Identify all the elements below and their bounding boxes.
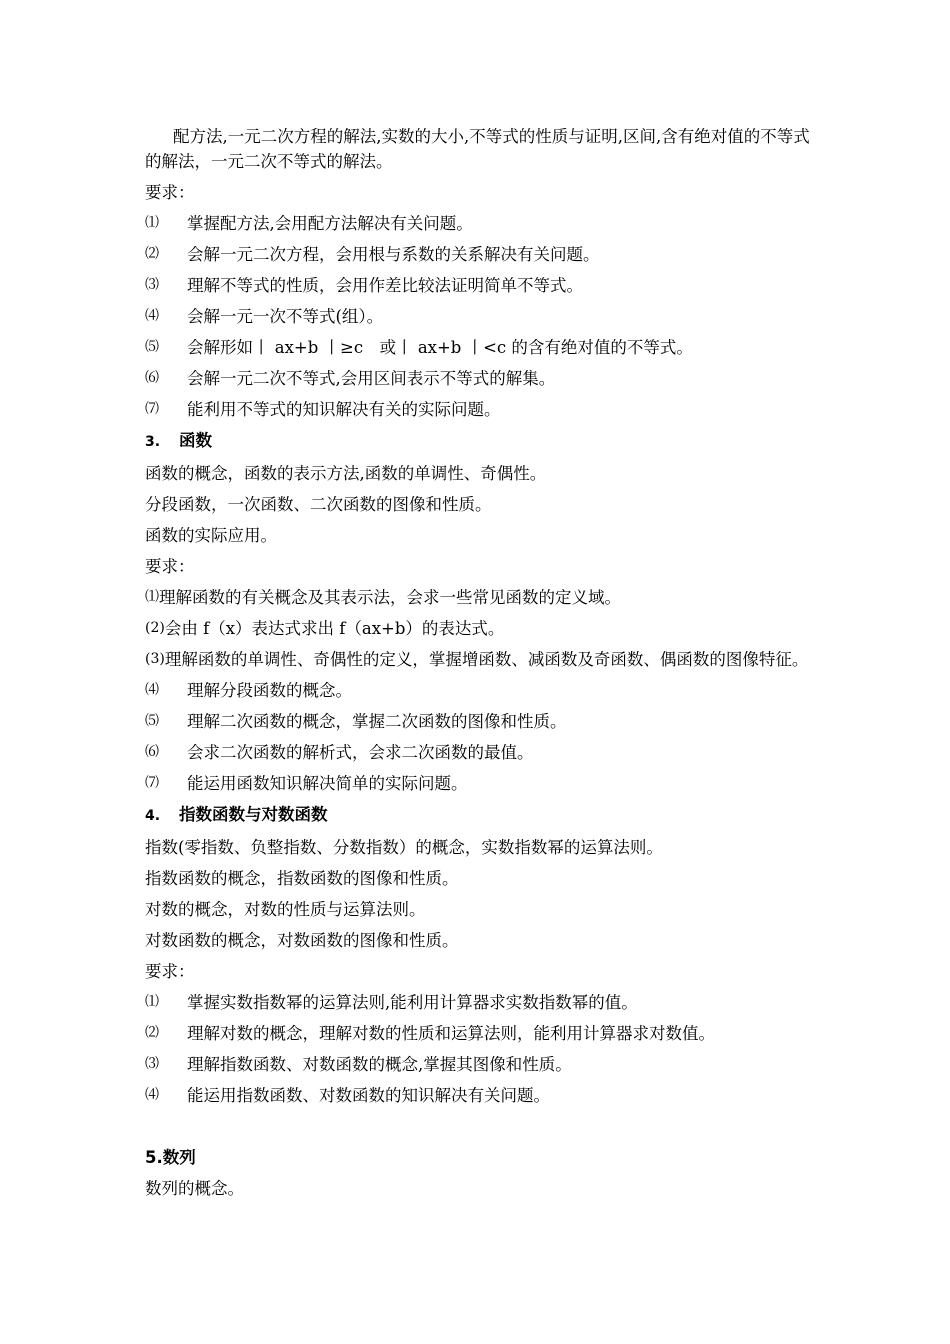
document-body [145, 124, 810, 1207]
list-item-text: 理解分段函数的概念。 [187, 681, 352, 700]
list-item-number: ⑺ [145, 401, 159, 417]
section-number: 3. [145, 434, 161, 450]
paragraph: 对数函数的概念，对数函数的图像和性质。 [145, 931, 459, 950]
list-item-number: ⑶ [145, 1056, 159, 1072]
list-item [145, 211, 810, 236]
section-paragraphs [145, 461, 810, 548]
list-item-number: ⑸ [145, 339, 159, 355]
list-item [145, 585, 810, 610]
paragraph: 指数(零指数、负整指数、分数指数）的概念，实数指数幂的运算法则。 [145, 838, 663, 857]
list-item-text: 会解一元一次不等式(组）。 [187, 307, 384, 326]
section-number: 4. [145, 808, 161, 824]
section-number: 5. [145, 1148, 163, 1167]
section-heading [145, 428, 810, 455]
list-item [145, 335, 810, 360]
list-item [145, 397, 810, 422]
list-item-number: (3) [145, 651, 165, 667]
list-item [145, 273, 810, 298]
section-heading [145, 1145, 810, 1170]
list-item-text: 理解对数的概念，理解对数的性质和运算法则，能利用计算器求对数值。 [187, 1024, 715, 1043]
list-item [145, 616, 810, 641]
list-item-text: 能运用指数函数、对数函数的知识解决有关问题。 [187, 1086, 550, 1105]
paragraph: 函数的概念，函数的表示方法,函数的单调性、奇偶性。 [145, 464, 547, 483]
requirements-label: 要求： [145, 962, 195, 981]
list-item-text: 能利用不等式的知识解决有关的实际问题。 [187, 400, 501, 419]
list-item-text: 理解指数函数、对数函数的概念,掌握其图像和性质。 [187, 1055, 572, 1074]
requirements-list [145, 211, 810, 422]
list-item-text: 会求二次函数的解析式，会求二次函数的最值。 [187, 743, 534, 762]
list-item-number: ⑷ [145, 682, 159, 698]
list-item-number: ⑷ [145, 308, 159, 324]
list-item-number: ⑴ [145, 589, 159, 605]
spacer [145, 1114, 810, 1145]
list-item [145, 740, 810, 765]
list-item [145, 678, 810, 703]
list-item [145, 366, 810, 391]
list-item-number: ⑷ [145, 1087, 159, 1103]
section-paragraphs [145, 1176, 810, 1201]
list-item-number: ⑹ [145, 370, 159, 386]
list-item [145, 709, 810, 734]
list-item [145, 990, 810, 1015]
list-item [145, 242, 810, 267]
list-item-number: ⑵ [145, 246, 159, 262]
list-item-text: 掌握实数指数幂的运算法则,能利用计算器求实数指数幂的值。 [187, 993, 638, 1012]
section-heading [145, 802, 810, 829]
list-item-number: ⑺ [145, 775, 159, 791]
list-item-number: ⑴ [145, 215, 159, 231]
requirements-list [145, 585, 810, 672]
list-item-number: ⑸ [145, 713, 159, 729]
requirements-list [145, 678, 810, 796]
list-item-text: 理解不等式的性质，会用作差比较法证明简单不等式。 [187, 276, 583, 295]
paragraph: 数列的概念。 [145, 1179, 244, 1198]
list-item-text: 会解形如丨 ax+b 丨≥c 或丨 ax+b 丨<c 的含有绝对值的不等式。 [187, 338, 693, 357]
list-item [145, 1021, 810, 1046]
list-item-text: 理解函数的有关概念及其表示法，会求一些常见函数的定义域。 [159, 588, 621, 607]
list-item [145, 1083, 810, 1108]
paragraph: 对数的概念，对数的性质与运算法则。 [145, 900, 426, 919]
list-item-text: 能运用函数知识解决简单的实际问题。 [187, 774, 468, 793]
list-item-number: ⑶ [145, 277, 159, 293]
section-title: 数列 [162, 1148, 196, 1167]
list-item [145, 647, 810, 672]
requirements-list [145, 990, 810, 1108]
section-title: 函数 [179, 431, 212, 450]
list-item-text: 理解二次函数的概念，掌握二次函数的图像和性质。 [187, 712, 567, 731]
list-item-text: 掌握配方法,会用配方法解决有关问题。 [187, 214, 473, 233]
list-item-number: (2) [145, 620, 165, 636]
paragraph: 分段函数，一次函数、二次函数的图像和性质。 [145, 495, 492, 514]
list-item-number: ⑴ [145, 994, 159, 1010]
list-item [145, 1052, 810, 1077]
section-title: 指数函数与对数函数 [179, 805, 328, 824]
list-item-text: 会解一元二次方程，会用根与系数的关系解决有关问题。 [187, 245, 600, 264]
list-item-text: 理解函数的单调性、奇偶性的定义，掌握增函数、减函数及奇函数、偶函数的图像特征。 [164, 650, 809, 669]
paragraph: 指数函数的概念，指数函数的图像和性质。 [145, 869, 459, 888]
list-item-number: ⑵ [145, 1025, 159, 1041]
intro-paragraph: 配方法,一元二次方程的解法,实数的大小,不等式的性质与证明,区间,含有绝对值的不等式的解法，一元二次不等式的解法。 [145, 127, 810, 171]
section-paragraphs [145, 835, 810, 953]
requirements-label: 要求： [145, 557, 195, 576]
list-item-number: ⑹ [145, 744, 159, 760]
list-item [145, 771, 810, 796]
paragraph: 函数的实际应用。 [145, 526, 277, 545]
list-item-text: 会解一元二次不等式,会用区间表示不等式的解集。 [187, 369, 556, 388]
list-item-text: 会由 f（x）表达式求出 f（ax+b）的表达式。 [164, 619, 505, 638]
list-item [145, 304, 810, 329]
requirements-label: 要求： [145, 183, 195, 202]
